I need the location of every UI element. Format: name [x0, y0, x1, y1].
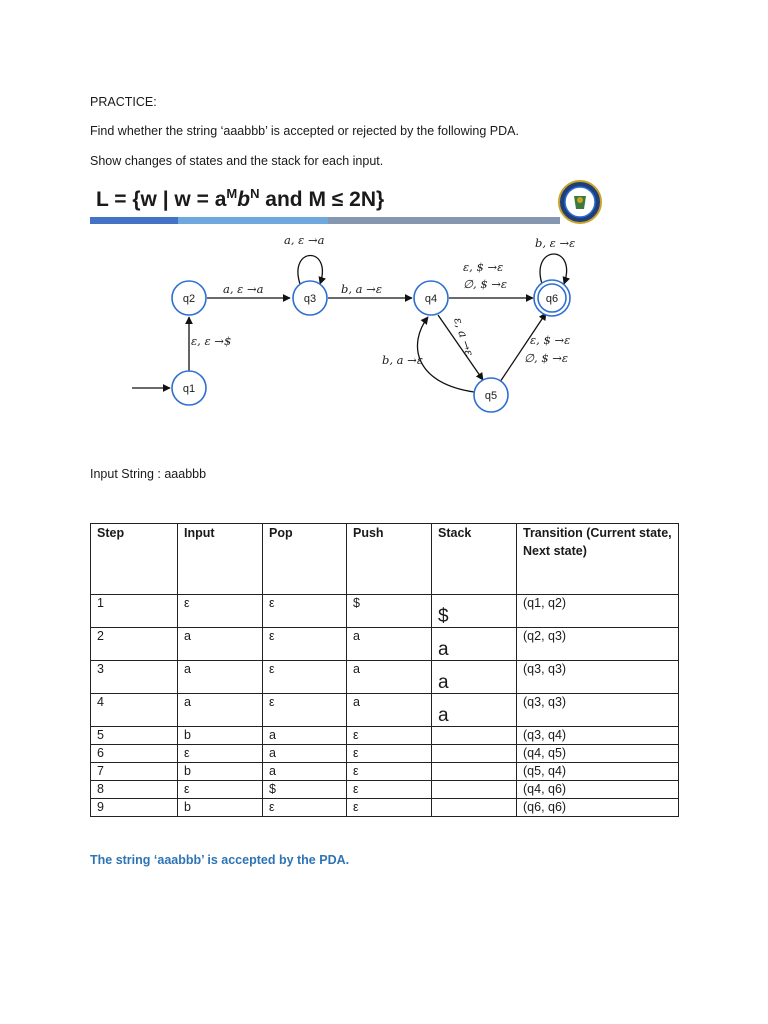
cell-transition: (q4, q6) [517, 781, 679, 799]
label-q4-q6-line2: ∅, $ →ε [463, 277, 508, 291]
table-row [91, 661, 679, 694]
label-q2-q3: a, ε →a [223, 282, 264, 296]
cell-pop: ε [263, 595, 347, 628]
title-sup-m: M [226, 186, 238, 201]
cell-transition: (q1, q2) [517, 595, 679, 628]
cell-input: ε [178, 745, 263, 763]
cell-push: a [347, 628, 432, 661]
title-bar-segment-2 [178, 217, 328, 224]
pda-diagram [88, 178, 608, 418]
cell-transition: (q3, q3) [517, 694, 679, 727]
table-row [91, 694, 679, 727]
cell-step: 8 [91, 781, 178, 799]
cell-step: 6 [91, 745, 178, 763]
cell-pop: ε [263, 799, 347, 817]
cell-stack [432, 661, 517, 694]
cell-pop: ε [263, 628, 347, 661]
cell-step: 5 [91, 727, 178, 745]
cell-push: ε [347, 781, 432, 799]
cell-pop: a [263, 727, 347, 745]
label-q6-loop: b, ε →ε [535, 236, 576, 250]
cell-input: a [178, 628, 263, 661]
cell-step: 2 [91, 628, 178, 661]
state-q4-label: q4 [424, 293, 438, 305]
cell-push: ε [347, 799, 432, 817]
table-row [91, 727, 679, 745]
header-pop: Pop [263, 524, 347, 595]
cell-stack [432, 781, 517, 799]
label-q5-q4: b, a →ε [382, 353, 423, 367]
cell-push: ε [347, 727, 432, 745]
input-string-label: Input String : aaabbb [90, 467, 207, 481]
cell-stack [432, 745, 517, 763]
edge-q5-q6 [500, 313, 546, 382]
conclusion-text: The string ‘aaabbb’ is accepted by the PDA. [90, 853, 350, 867]
cell-stack [432, 763, 517, 781]
label-q4-q5: ε, a →ε [451, 315, 477, 358]
cell-transition: (q6, q6) [517, 799, 679, 817]
cell-transition: (q4, q5) [517, 745, 679, 763]
state-q1-label: q1 [182, 383, 196, 395]
table-row [91, 763, 679, 781]
cell-input: ε [178, 595, 263, 628]
table-row [91, 745, 679, 763]
stack-symbol: $ [438, 606, 449, 627]
state-q6-label: q6 [545, 293, 559, 305]
cell-pop: ε [263, 694, 347, 727]
label-q4-q6-line1: ε, $ →ε [463, 260, 504, 274]
cell-pop: ε [263, 661, 347, 694]
table-row [91, 781, 679, 799]
cell-transition: (q2, q3) [517, 628, 679, 661]
cell-pop: a [263, 763, 347, 781]
cell-transition: (q3, q4) [517, 727, 679, 745]
cell-stack [432, 595, 517, 628]
title-sup-n: N [250, 186, 260, 201]
cell-input: ε [178, 781, 263, 799]
label-q5-q6-line2: ∅, $ →ε [524, 351, 569, 365]
table-row [91, 799, 679, 817]
edge-q3-loop [298, 256, 322, 285]
title-prefix: L = {w | w = a [96, 188, 227, 211]
trace-table [90, 523, 679, 817]
cell-stack [432, 727, 517, 745]
label-q3-q4: b, a →ε [341, 282, 382, 296]
label-q5-q6-line1: ε, $ →ε [530, 333, 571, 347]
cell-stack [432, 799, 517, 817]
cell-input: b [178, 799, 263, 817]
cell-input: a [178, 694, 263, 727]
stack-symbol: a [438, 639, 449, 660]
title-b: b [237, 188, 251, 211]
cell-step: 9 [91, 799, 178, 817]
cell-step: 4 [91, 694, 178, 727]
table-row [91, 595, 679, 628]
label-q3-loop: a, ε →a [284, 233, 325, 247]
cell-pop: a [263, 745, 347, 763]
header-push: Push [347, 524, 432, 595]
cell-step: 3 [91, 661, 178, 694]
cell-input: b [178, 727, 263, 745]
cell-push: ε [347, 745, 432, 763]
header-input: Input [178, 524, 263, 595]
cell-push: ε [347, 763, 432, 781]
stack-symbol: a [438, 705, 449, 726]
cell-transition: (q3, q3) [517, 661, 679, 694]
cell-input: b [178, 763, 263, 781]
cell-stack [432, 694, 517, 727]
university-seal-logo [559, 181, 601, 223]
table-header-row [91, 524, 679, 595]
label-q1-q2: ε, ε →$ [191, 334, 232, 348]
stack-symbol: a [438, 672, 449, 693]
state-q2-label: q2 [182, 293, 196, 305]
header-stack: Stack [432, 524, 517, 595]
cell-pop: $ [263, 781, 347, 799]
cell-stack [432, 628, 517, 661]
language-title [96, 186, 384, 211]
cell-input: a [178, 661, 263, 694]
state-q3-label: q3 [303, 293, 317, 305]
cell-transition: (q5, q4) [517, 763, 679, 781]
title-bar-segment-1 [90, 217, 178, 224]
table-row [91, 628, 679, 661]
task-text: Find whether the string ‘aaabbb’ is accepted or rejected by the following PDA. [90, 124, 519, 138]
cell-step: 1 [91, 595, 178, 628]
title-bar-segment-3 [328, 217, 560, 224]
instruction-text: Show changes of states and the stack for each input. [90, 154, 384, 168]
cell-push: a [347, 661, 432, 694]
cell-push: $ [347, 595, 432, 628]
state-q5-label: q5 [484, 390, 498, 402]
cell-step: 7 [91, 763, 178, 781]
title-suffix: and M ≤ 2N} [259, 188, 385, 211]
header-step: Step [91, 524, 178, 595]
practice-heading: PRACTICE: [90, 95, 157, 109]
header-transition: Transition (Current state, Next state) [517, 524, 679, 595]
cell-push: a [347, 694, 432, 727]
